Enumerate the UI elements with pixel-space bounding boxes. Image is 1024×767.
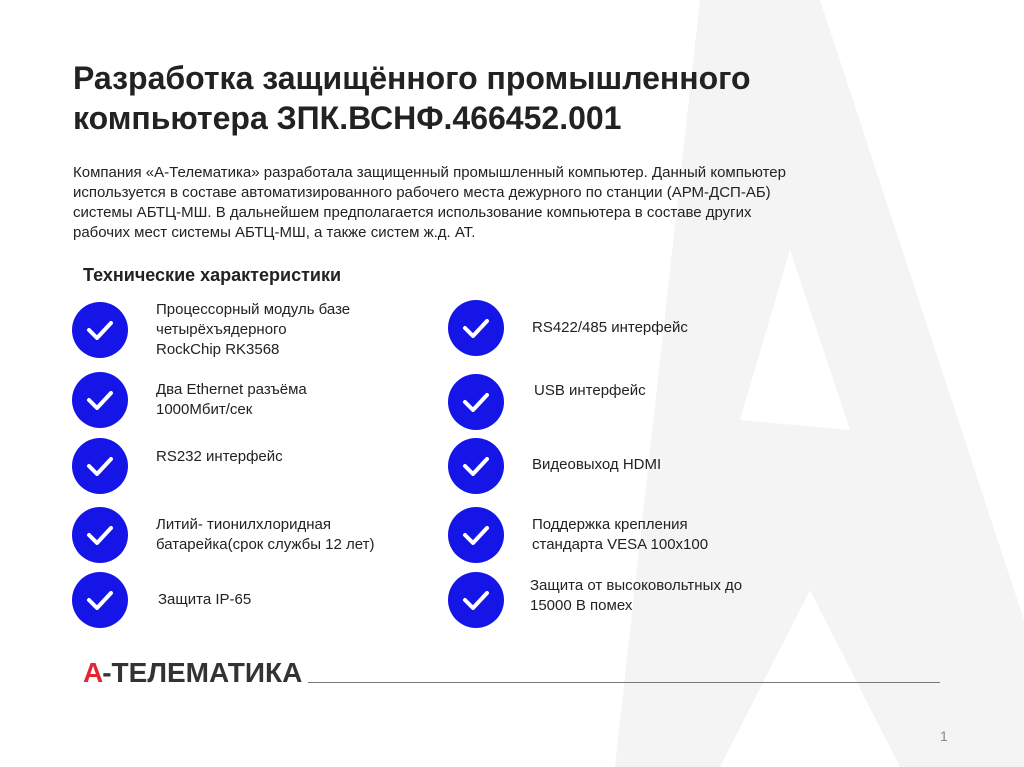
- intro-line: используется в составе автоматизированного рабочего места дежурного по станции (АРМ-ДСП-АБ): [73, 184, 771, 201]
- check-icon: [448, 507, 504, 563]
- footer-divider: [308, 682, 940, 683]
- feature-line: Защита IP-65: [158, 591, 252, 608]
- feature-line: RockChip RK3568: [156, 341, 280, 358]
- feature-text: [156, 300, 350, 360]
- feature-line: Процессорный модуль базе: [156, 301, 351, 318]
- feature-line: Поддержка крепления: [532, 516, 688, 533]
- title-line: Разработка защищённого промышленного: [73, 60, 751, 96]
- feature-text: [532, 515, 708, 555]
- feature-item: [72, 572, 251, 628]
- feature-text: [532, 318, 688, 338]
- check-icon: [72, 302, 128, 358]
- company-logo: [83, 657, 302, 689]
- check-icon: [448, 300, 504, 356]
- feature-line: USB интерфейс: [534, 382, 646, 399]
- logo-accent-letter: А: [83, 657, 103, 688]
- page-number: 1: [940, 728, 948, 744]
- check-icon: [72, 507, 128, 563]
- feature-item: [72, 372, 307, 428]
- check-icon: [448, 374, 504, 430]
- feature-text: [156, 380, 307, 420]
- page-title: [73, 58, 893, 138]
- check-icon: [72, 438, 128, 494]
- feature-text: [156, 447, 283, 467]
- logo-text: -ТЕЛЕМАТИКА: [102, 657, 303, 688]
- feature-text: [532, 455, 661, 475]
- intro-line: рабочих мест системы АБТЦ-МШ, а также систем ж.д. АТ.: [73, 224, 476, 241]
- intro-paragraph: [73, 163, 903, 243]
- feature-item: [72, 300, 350, 360]
- feature-item: [72, 438, 283, 494]
- feature-line: четырёхъядерного: [156, 321, 287, 338]
- feature-item: [448, 507, 708, 563]
- check-icon: [72, 372, 128, 428]
- feature-line: 15000 В помех: [530, 597, 633, 614]
- intro-line: системы АБТЦ-МШ. В дальнейшем предполагается использование компьютера в составе других: [73, 204, 752, 221]
- feature-item: [72, 507, 375, 563]
- feature-line: Видеовыход HDMI: [532, 456, 662, 473]
- feature-line: RS422/485 интерфейс: [532, 319, 688, 336]
- check-icon: [448, 572, 504, 628]
- section-title: Технические характеристики: [83, 265, 342, 285]
- feature-text: [530, 576, 742, 616]
- feature-line: Литий- тионилхлоридная: [156, 516, 332, 533]
- check-icon: [448, 438, 504, 494]
- feature-item: [448, 374, 646, 430]
- feature-item: [448, 572, 742, 628]
- feature-line: стандарта VESA 100x100: [532, 536, 709, 553]
- feature-line: Два Ethernet разъёма: [156, 381, 307, 398]
- feature-item: [448, 300, 688, 356]
- feature-line: RS232 интерфейс: [156, 448, 283, 465]
- title-line: компьютера ЗПК.ВСНФ.466452.001: [73, 100, 622, 136]
- intro-line: Компания «А-Телематика» разработала защищенный промышленный компьютер. Данный компьютер: [73, 164, 786, 181]
- feature-line: 1000Мбит/сек: [156, 401, 253, 418]
- feature-text: [534, 381, 646, 401]
- feature-text: [156, 515, 375, 555]
- feature-line: батарейка(срок службы 12 лет): [156, 536, 375, 553]
- check-icon: [72, 572, 128, 628]
- feature-item: [448, 438, 661, 494]
- feature-text: [158, 590, 251, 610]
- feature-line: Защита от высоковольтных до: [530, 577, 743, 594]
